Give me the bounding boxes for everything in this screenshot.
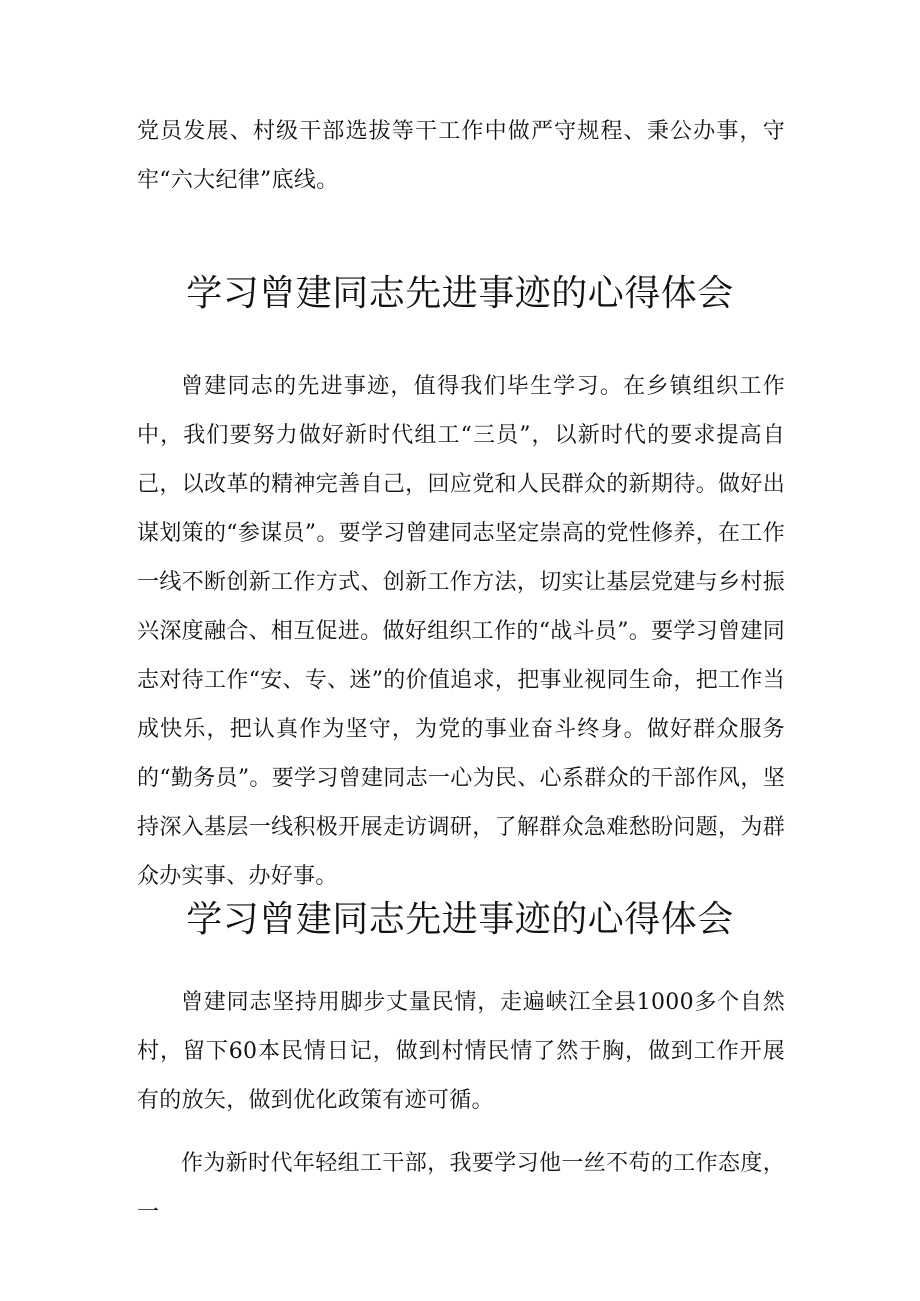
section-2-paragraph-2: 作为新时代年轻组工干部，我要学习他一丝不苟的工作态度，一 <box>137 1151 785 1225</box>
section-1-paragraph: 曾建同志的先进事迹，值得我们毕生学习。在乡镇组织工作中，我们要努力做好新时代组工“三员”，以新时代的要求提高自己，以改革的精神完善自己，回应党和人民群众的新期待。做好出谋划策的“参谋员”。要学习曾建同志坚定崇高的党性修养，在工作一线不断创新工作方式、创新工作方法，切实让基层党建与乡村振兴深度融合、相互促进。做好组织工作的“战斗员”。要学习曾建同志对待工作“安、专、迷”的价值追求，把事业视同生命，把工作当成快乐，把认真作为坚守，为党的事业奋斗终身。做好群众服务的“勤务员”。要学习曾建同志一心为民、心系群众的干部作风，坚持深入基层一线积极开展走访调研，了解群众急难愁盼问题，为群众办实事、办好事。 <box>137 374 785 889</box>
intro-paragraph: 党员发展、村级干部选拔等干工作中做严守规程、秉公办事，守牢“六大纪律”底线。 <box>137 119 785 193</box>
section-2-paragraph-1: 曾建同志坚持用脚步丈量民情，走遍峡江全县1000多个自然村，留下60本民情日记，做到村情民情了然于胸，做到工作开展有的放矢，做到优化政策有迹可循。 <box>137 990 785 1113</box>
section-2-title: 学习曾建同志先进事迹的心得体会 <box>186 899 734 940</box>
section-1-title: 学习曾建同志先进事迹的心得体会 <box>186 273 734 314</box>
